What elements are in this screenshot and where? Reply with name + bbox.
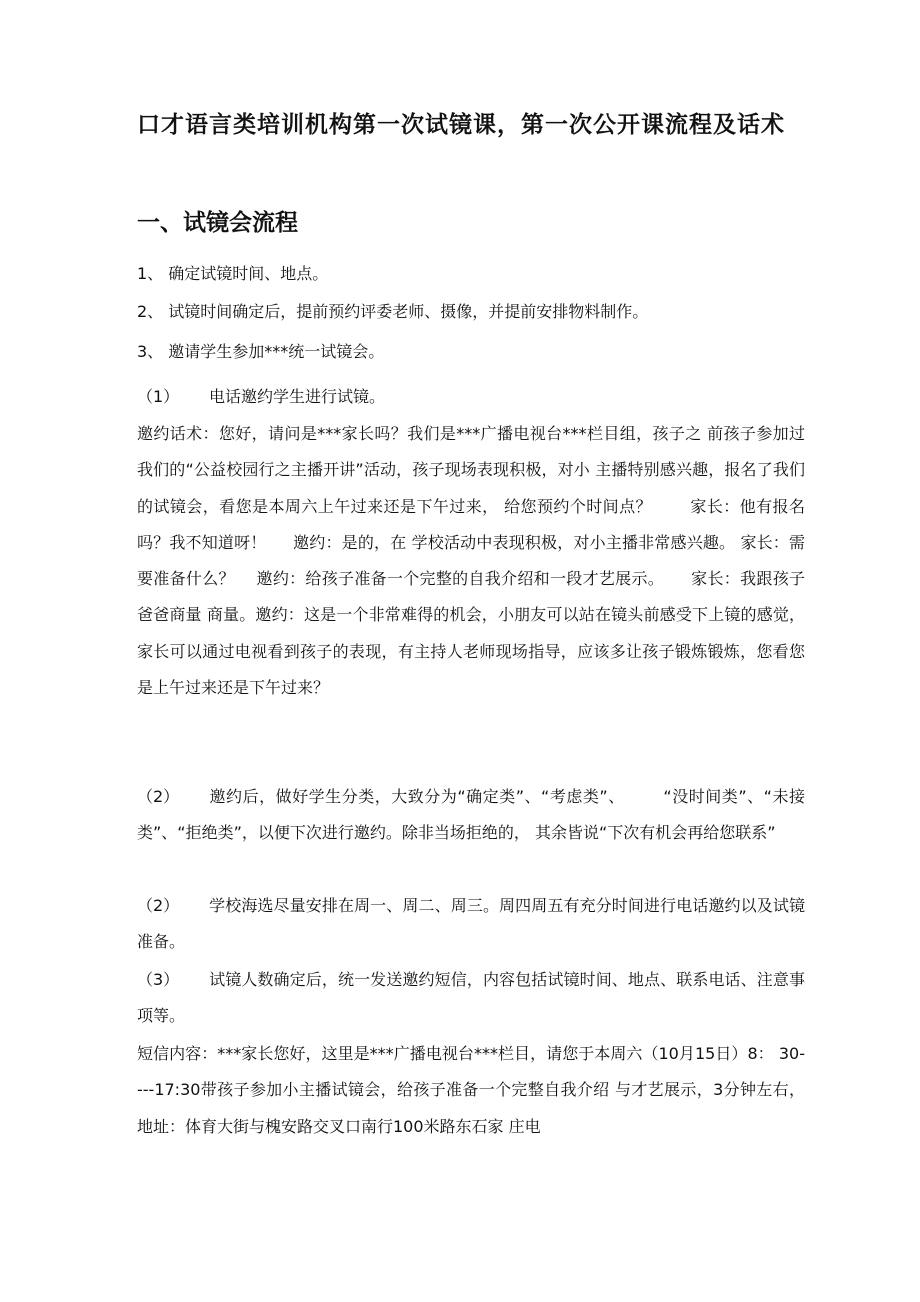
sub-item-text: 电话邀约学生进行试镜。 (209, 387, 386, 406)
step-1: 1、 确定试镜时间、地点。 (137, 264, 329, 283)
sub-item-2b (137, 888, 805, 961)
sub-item-1 (137, 385, 385, 409)
sms-content-paragraph: 短信内容：***家长您好，这里是***广播电视台***栏目，请您于本周六（10月15日）8： 30----17:30带孩子参加小主播试镜会，给孩子准备一个完整自我介绍 与才艺展示，3分钟左右，地址：体育大街与槐安路交叉口南行100米路东石家 庄电 (137, 1044, 805, 1136)
sub-item-mark: （3） (137, 970, 180, 989)
sub-item-text: 邀约后，做好学生分类，大致分为“确定类”、“考虑类”、 “没时间类”、“未接类”、“拒绝类”，以便下次进行邀约。除非当场拒绝的， 其余皆说“下次有机会再给您联系” (137, 787, 805, 843)
sub-item-3 (137, 962, 805, 1035)
invite-script-paragraph: 邀约话术：您好，请问是***家长吗？我们是***广播电视台***栏目组，孩子之 前孩子参加过我们的“公益校园行之主播开讲”活动，孩子现场表现积极，对小 主播特别感兴趣，报名了我们的试镜会，看您是本周六上午过来还是下午过来， 给您预约个时间点？ 家长：他有报名吗？我不知道呀！ 邀约：是的，在 学校活动中表现积极，对小主播非常感兴趣。 家长：需要准备什么？ 邀约：给孩子准备一个完整的自我介绍和一段才艺展示。 家长：我跟孩子爸爸商量 商量。邀约：这是一个非常难得的机会，小朋友可以站在镜头前感受下上镜的感觉，家长可以通过电视看到孩子的表现，有主持人老师现场指导，应该多让孩子锻炼锻炼，您看您是上午过来还是下午过来？ (137, 424, 805, 698)
document-title: 口才语言类培训机构第一次试镜课，第一次公开课流程及话术 (137, 112, 785, 138)
sub-item-mark: （2） (137, 787, 180, 806)
sub-item-mark: （1） (137, 387, 180, 406)
sub-item-2 (137, 779, 805, 852)
sub-item-text: 试镜人数确定后，统一发送邀约短信，内容包括试镜时间、地点、联系电话、注意事项等。 (137, 970, 805, 1026)
sub-item-text: 学校海选尽量安排在周一、周二、周三。周四周五有充分时间进行电话邀约以及试镜准备。 (137, 896, 805, 952)
section-heading: 一、试镜会流程 (137, 210, 298, 236)
step-3: 3、 邀请学生参加***统一试镜会。 (137, 342, 385, 361)
sub-item-mark: （2） (137, 896, 180, 915)
step-2: 2、 试镜时间确定后，提前预约评委老师、摄像，并提前安排物料制作。 (137, 302, 649, 321)
